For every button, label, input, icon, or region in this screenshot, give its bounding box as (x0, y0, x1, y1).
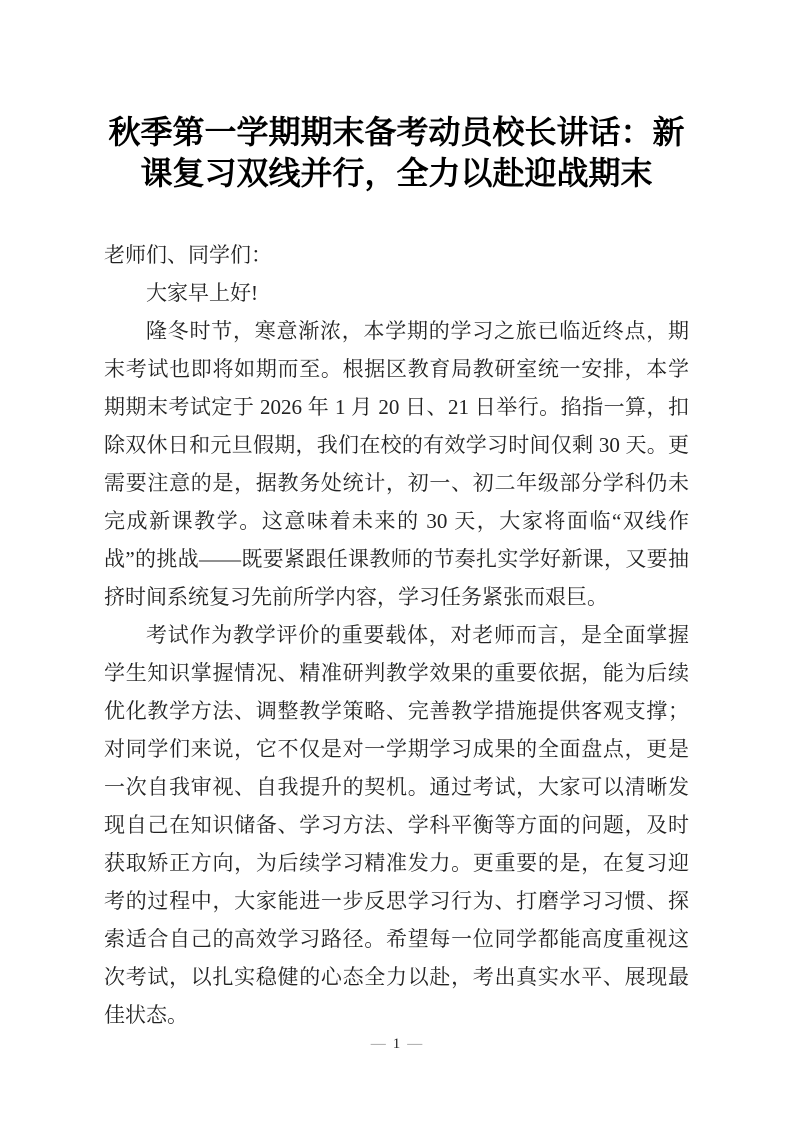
body-paragraph-2: 考试作为教学评价的重要载体，对老师而言，是全面掌握学生知识掌握情况、精准研判教学效果的重要依据，能为后续优化教学方法、调整教学策略、完善教学措施提供客观支撑；对同学们来说，它不仅是对一学期学习成果的全面盘点，更是一次自我审视、自我提升的契机。通过考试，大家可以清晰发现自己在知识储备、学习方法、学科平衡等方面的问题，及时获取矫正方向，为后续学习精准发力。更重要的是，在复习迎考的过程中，大家能进一步反思学习行为、打磨学习习惯、探索适合自己的高效学习路径。希望每一位同学都能高度重视这次考试，以扎实稳健的心态全力以赴，考出真实水平、展现最佳状态。 (104, 623, 689, 1027)
document-body (104, 236, 689, 1034)
document-title: 秋季第一学期期末备考动员校长讲话：新课复习双线并行，全力以赴迎战期末 (108, 113, 685, 192)
page-footer (0, 1034, 793, 1054)
footer-left-dash: — (370, 1036, 386, 1052)
footer-right-dash: — (407, 1036, 423, 1052)
salutation-paragraph: 老师们、同学们： (104, 243, 272, 267)
page-number: 1 (392, 1036, 401, 1052)
body-paragraph-1: 隆冬时节，寒意渐浓，本学期的学习之旅已临近终点，期末考试也即将如期而至。根据区教育局教研室统一安排，本学期期末考试定于 2026 年 1 月 20 日、21 日举行。掐指一算，扣除双休日和元旦假期，我们在校的有效学习时间仅剩 30 天。更需要注意的是，据教务处统计，初一、初二年级部分学科仍未完成新课教学。这意味着未来的 30 天，大家将面临“双线作战”的挑战——既要紧跟任课教师的节奏扎实学好新课，又要抽挤时间系统复习先前所学内容，学习任务紧张而艰巨。 (104, 319, 689, 609)
greeting-paragraph: 大家早上好! (146, 281, 258, 305)
